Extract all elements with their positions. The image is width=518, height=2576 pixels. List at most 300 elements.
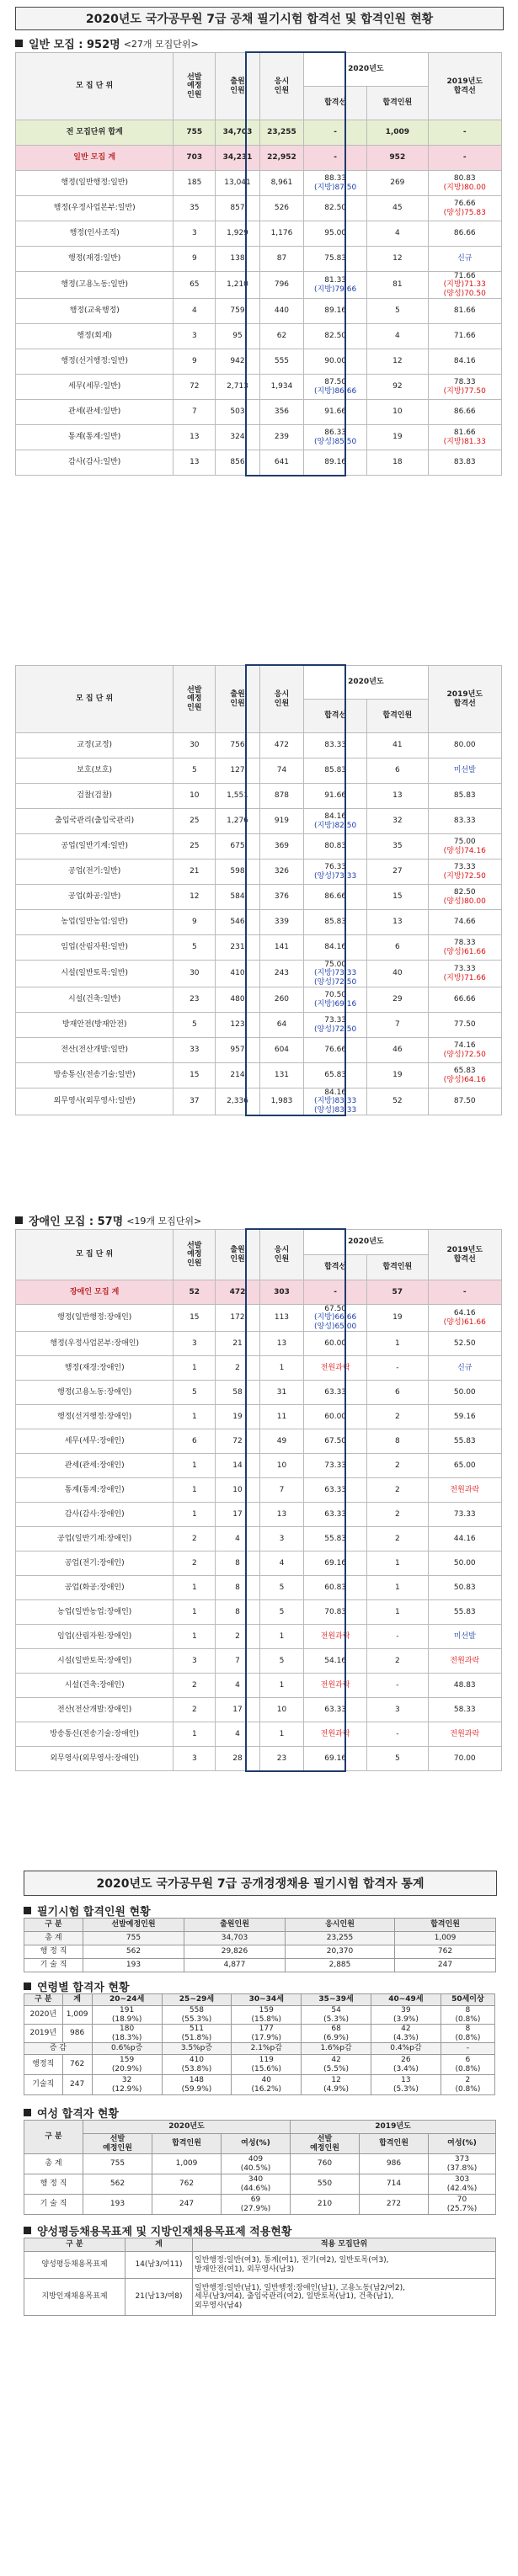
prev-sub-value: (양성)61.66 xyxy=(443,1317,486,1327)
prev-cell xyxy=(428,1381,501,1405)
unit-name: 공업(전기:일반) xyxy=(16,860,174,885)
cutoff-cell xyxy=(304,1381,367,1405)
cell: 550 xyxy=(291,2174,360,2195)
cutoff-value: 87.50 xyxy=(324,378,347,387)
prev-sub-value: (지방)72.50 xyxy=(443,871,486,881)
tested-value: 1 xyxy=(259,1356,303,1381)
cutoff-sub-value: (지방)82.50 xyxy=(314,821,357,830)
cutoff-cell xyxy=(304,272,367,299)
header-tested: 응시 인원 xyxy=(259,53,303,120)
cell: 12 (4.9%) xyxy=(302,2075,371,2095)
planned-value: 2 xyxy=(174,1527,216,1551)
passed-value: 81 xyxy=(367,272,428,299)
prev-value: 86.66 xyxy=(453,407,476,417)
planned-value: 1 xyxy=(174,1405,216,1429)
unit-name: 행정(우정사업본부:일반) xyxy=(16,196,174,221)
cell: 247 xyxy=(395,1959,496,1972)
applied-value: 123 xyxy=(216,1013,259,1038)
planned-value: 72 xyxy=(174,375,216,400)
cutoff-value: 63.33 xyxy=(324,1705,347,1714)
cell: 39 (3.9%) xyxy=(371,2006,441,2025)
prev-sub-value: (지방)77.50 xyxy=(443,386,486,396)
planned-value: 13 xyxy=(174,450,216,476)
cell: 2020년 xyxy=(24,2006,63,2025)
cutoff-value: 86.66 xyxy=(324,892,347,902)
table-row xyxy=(16,1063,502,1088)
passed-value: 40 xyxy=(367,961,428,987)
table-row xyxy=(16,1625,502,1649)
cutoff-cell xyxy=(304,221,367,247)
prev-cell xyxy=(428,272,501,299)
tested-value: 5 xyxy=(259,1649,303,1674)
header-unit: 모 집 단 위 xyxy=(16,1230,174,1280)
tested-value: 8,961 xyxy=(259,171,303,196)
passed-value: 2 xyxy=(367,1478,428,1503)
unit-name: 행정(회계) xyxy=(16,324,174,349)
cell: 계 xyxy=(125,2238,193,2252)
cell: 여성(%) xyxy=(429,2134,496,2154)
passed-value: 6 xyxy=(367,1381,428,1405)
unit-name: 검찰(검찰) xyxy=(16,784,174,809)
cutoff-value: 60.00 xyxy=(324,1339,347,1348)
cutoff-cell xyxy=(304,425,367,450)
cutoff-cell xyxy=(304,1429,367,1454)
cutoff-value: 81.33 xyxy=(324,276,347,285)
cutoff-cell xyxy=(304,171,367,196)
stats-title: 2020년도 국가공무원 7급 공개경쟁채용 필기시험 합격자 통계 xyxy=(24,1871,497,1896)
cutoff-value: 83.33 xyxy=(324,741,347,750)
unit-name: 방재안전(방재안전) xyxy=(16,1013,174,1038)
prev-cell xyxy=(428,375,501,400)
prev-sub-value: (양성)75.83 xyxy=(443,208,486,217)
cutoff-sub-value: (양성)65.00 xyxy=(314,1322,357,1331)
tested-value: 878 xyxy=(259,784,303,809)
prev-cell xyxy=(428,1088,501,1115)
cutoff-cell xyxy=(304,1088,367,1115)
unit-name: 시설(건축:일반) xyxy=(16,987,174,1013)
unit-name: 농업(일반농업:장애인) xyxy=(16,1600,174,1625)
header-applied: 출원 인원 xyxy=(216,53,259,120)
table-row xyxy=(16,935,502,961)
passed-value: 12 xyxy=(367,349,428,375)
table-row xyxy=(16,961,502,987)
header-2019: 2019년도 합격선 xyxy=(428,666,501,733)
header-planned: 선발 예정 인원 xyxy=(174,666,216,733)
prev-value: 84.16 xyxy=(453,357,476,366)
s2-heading xyxy=(24,1978,130,1994)
applied-value: 172 xyxy=(216,1305,259,1332)
tested-value: 113 xyxy=(259,1305,303,1332)
passed-value: 2 xyxy=(367,1503,428,1527)
applied-value: 675 xyxy=(216,834,259,860)
cutoff-cell xyxy=(304,809,367,834)
planned-value: 65 xyxy=(174,272,216,299)
prev-value: 66.66 xyxy=(453,995,476,1004)
unit-name: 공업(전기:장애인) xyxy=(16,1551,174,1576)
planned-value: 15 xyxy=(174,1305,216,1332)
unit-name: 공업(일반기계:장애인) xyxy=(16,1527,174,1551)
planned-value: 9 xyxy=(174,247,216,272)
prev-value: 50.00 xyxy=(453,1558,476,1567)
tested-value: 369 xyxy=(259,834,303,860)
planned-value: 10 xyxy=(174,784,216,809)
prev-value: 58.33 xyxy=(453,1705,476,1714)
prev-value: 미선발 xyxy=(453,1631,476,1641)
passed-value: 952 xyxy=(367,146,428,171)
prev-value: 71.66 xyxy=(453,272,476,280)
tested-value: 141 xyxy=(259,935,303,961)
cutoff-cell xyxy=(304,196,367,221)
table-row xyxy=(16,1305,502,1332)
planned-value: 5 xyxy=(174,1013,216,1038)
header-2019: 2019년도 합격선 xyxy=(428,53,501,120)
cutoff-cell xyxy=(304,885,367,910)
header-2020: 2020년도 xyxy=(304,666,428,700)
unit-name: 전산(전산개발:일반) xyxy=(16,1038,174,1063)
cutoff-cell xyxy=(304,1698,367,1722)
applied-value: 480 xyxy=(216,987,259,1013)
applied-value: 21 xyxy=(216,1332,259,1356)
cell: 755 xyxy=(83,2154,152,2174)
unit-name: 외무영사(외무영사:일반) xyxy=(16,1088,174,1115)
prev-cell xyxy=(428,1478,501,1503)
table-row xyxy=(16,171,502,196)
cell: 1,009 xyxy=(62,2006,92,2025)
tested-value: 13 xyxy=(259,1503,303,1527)
unit-name: 시설(건축:장애인) xyxy=(16,1674,174,1698)
tested-value: 49 xyxy=(259,1429,303,1454)
cutoff-value: 90.00 xyxy=(324,357,347,366)
prev-cell xyxy=(428,1429,501,1454)
tested-value: 23 xyxy=(259,1747,303,1771)
cutoff-value: 91.66 xyxy=(324,407,347,417)
applied-value: 957 xyxy=(216,1038,259,1063)
s4-heading-text: 양성평등채용목표제 및 지방인재채용목표제 적용현황 xyxy=(37,2226,292,2238)
applied-value: 7 xyxy=(216,1649,259,1674)
passed-value: 32 xyxy=(367,809,428,834)
passed-value: 29 xyxy=(367,987,428,1013)
tested-value: 641 xyxy=(259,450,303,476)
cell: 32 (12.9%) xyxy=(92,2075,162,2095)
s2-table-by-group xyxy=(24,2054,495,2095)
cell: 기 술 직 xyxy=(24,1959,83,1972)
passed-value: 45 xyxy=(367,196,428,221)
applied-value: 942 xyxy=(216,349,259,375)
planned-value: 185 xyxy=(174,171,216,196)
prev-value: 52.50 xyxy=(453,1339,476,1348)
unit-name: 전 모집단위 합계 xyxy=(16,120,174,146)
passed-value: 12 xyxy=(367,247,428,272)
table-row xyxy=(16,1600,502,1625)
cutoff-value: 63.33 xyxy=(324,1509,347,1519)
prev-value: 전원과락 xyxy=(450,1656,480,1665)
applied-value: 410 xyxy=(216,961,259,987)
cell: 119 (15.6%) xyxy=(232,2055,302,2075)
header-unit: 모 집 단 위 xyxy=(16,53,174,120)
unit-name: 공업(화공:일반) xyxy=(16,885,174,910)
cell: 373 (37.8%) xyxy=(429,2154,496,2174)
table-row xyxy=(24,2174,496,2195)
applied-value: 584 xyxy=(216,885,259,910)
applied-value: 1,929 xyxy=(216,221,259,247)
general-heading-text: 일반 모집 : 952명 xyxy=(29,39,120,51)
unit-name: 행정(재경:일반) xyxy=(16,247,174,272)
cutoff-sub-value: (지방)83.33 xyxy=(314,1097,357,1106)
header-passed: 합격인원 xyxy=(367,1255,428,1280)
cutoff-cell xyxy=(304,375,367,400)
cell: 0.4%p감 xyxy=(371,2043,441,2055)
cell: 410 (53.8%) xyxy=(162,2055,232,2075)
cell: 적용 모집단위 xyxy=(193,2238,496,2252)
planned-value: 13 xyxy=(174,425,216,450)
applied-value: 34,703 xyxy=(216,120,259,146)
prev-value: 50.00 xyxy=(453,1387,476,1397)
table-row xyxy=(16,1649,502,1674)
cutoff-value: 67.50 xyxy=(324,1305,347,1313)
passed-value: - xyxy=(367,1674,428,1698)
planned-value: 1 xyxy=(174,1454,216,1478)
cell: 총 계 xyxy=(24,1932,83,1945)
prev-value: 73.33 xyxy=(453,965,476,974)
table-row xyxy=(16,1332,502,1356)
passed-value: 2 xyxy=(367,1454,428,1478)
tested-value: 11 xyxy=(259,1405,303,1429)
cutoff-value: 67.50 xyxy=(324,1436,347,1445)
applied-value: 1,210 xyxy=(216,272,259,299)
applied-value: 2,713 xyxy=(216,375,259,400)
tested-value: 23,255 xyxy=(259,120,303,146)
applied-value: 17 xyxy=(216,1698,259,1722)
cutoff-cell xyxy=(304,1038,367,1063)
unit-name: 공업(화공:장애인) xyxy=(16,1576,174,1600)
passed-value: 19 xyxy=(367,425,428,450)
prev-value: 80.00 xyxy=(453,741,476,750)
table-row xyxy=(16,400,502,425)
tested-value: 5 xyxy=(259,1576,303,1600)
cutoff-value: 60.83 xyxy=(324,1583,347,1592)
unit-name: 행정(고용노동:장애인) xyxy=(16,1381,174,1405)
cutoff-value: 80.83 xyxy=(324,842,347,851)
tested-value: 440 xyxy=(259,299,303,324)
unit-name: 공업(일반기계:일반) xyxy=(16,834,174,860)
cell: 1.6%p감 xyxy=(302,2043,371,2055)
cell: 986 xyxy=(62,2025,92,2043)
cutoff-value: 전원과락 xyxy=(320,1631,350,1641)
cell: 247 xyxy=(152,2195,222,2215)
table-row xyxy=(16,1698,502,1722)
cutoff-cell xyxy=(304,120,367,146)
cell: 선발 예정인원 xyxy=(291,2134,360,2154)
passed-value: 6 xyxy=(367,935,428,961)
applied-value: 17 xyxy=(216,1503,259,1527)
applied-value: 2 xyxy=(216,1625,259,1649)
cutoff-cell xyxy=(304,1649,367,1674)
table-row xyxy=(16,272,502,299)
cutoff-cell xyxy=(304,1576,367,1600)
planned-value: 37 xyxy=(174,1088,216,1115)
cutoff-cell xyxy=(304,784,367,809)
cell: 42 (4.3%) xyxy=(371,2025,441,2043)
cell: 760 xyxy=(291,2154,360,2174)
prev-value: 77.50 xyxy=(453,1020,476,1030)
table-row xyxy=(24,2238,496,2252)
unit-name: 임업(산림자원:장애인) xyxy=(16,1625,174,1649)
planned-value: 23 xyxy=(174,987,216,1013)
cutoff-value: 69.16 xyxy=(324,1754,347,1763)
unit-name: 세무(세무:일반) xyxy=(16,375,174,400)
general-unit: <27개 모집단위> xyxy=(123,38,199,50)
tested-value: 7 xyxy=(259,1478,303,1503)
header-passed: 합격인원 xyxy=(367,87,428,120)
prev-cell xyxy=(428,860,501,885)
prev-value: 78.33 xyxy=(453,939,476,948)
passed-value: 2 xyxy=(367,1649,428,1674)
table-row xyxy=(16,1429,502,1454)
prev-value: 83.33 xyxy=(453,817,476,826)
prev-value: 55.83 xyxy=(453,1607,476,1616)
table-row xyxy=(16,247,502,272)
prev-value: - xyxy=(462,128,467,137)
passed-value: 2 xyxy=(367,1405,428,1429)
planned-value: 25 xyxy=(174,834,216,860)
prev-cell xyxy=(428,1280,501,1305)
cell: 558 (55.3%) xyxy=(162,2006,232,2025)
unit-name: 통계(통계:일반) xyxy=(16,425,174,450)
cell: 34,703 xyxy=(184,1932,286,1945)
cell: 구 분 xyxy=(24,2238,125,2252)
prev-cell xyxy=(428,1356,501,1381)
cutoff-cell xyxy=(304,349,367,375)
table-row xyxy=(16,1576,502,1600)
prev-sub-value: (양성)72.50 xyxy=(443,1050,486,1059)
table-row xyxy=(16,809,502,834)
cell: 여성(%) xyxy=(222,2134,291,2154)
s3-heading xyxy=(24,2105,119,2121)
tested-value: 1,934 xyxy=(259,375,303,400)
tested-value: 303 xyxy=(259,1280,303,1305)
cell: 21(남13/여8) xyxy=(125,2279,193,2316)
cutoff-cell xyxy=(304,860,367,885)
cell: 8 (0.8%) xyxy=(441,2025,494,2043)
prev-value: 70.00 xyxy=(453,1754,476,1763)
prev-value: 44.16 xyxy=(453,1534,476,1543)
cell: 409 (40.5%) xyxy=(222,2154,291,2174)
table-row xyxy=(16,1551,502,1576)
tested-value: 13 xyxy=(259,1332,303,1356)
cell: 선발예정인원 xyxy=(83,1919,184,1932)
cutoff-cell xyxy=(304,1332,367,1356)
header-2020: 2020년도 xyxy=(304,53,428,87)
cell: 25~29세 xyxy=(162,1994,232,2006)
cutoff-cell xyxy=(304,1356,367,1381)
table-row xyxy=(16,349,502,375)
cell: 159 (20.9%) xyxy=(92,2055,162,2075)
applied-value: 34,231 xyxy=(216,146,259,171)
prev-cell xyxy=(428,987,501,1013)
header-planned: 선발 예정 인원 xyxy=(174,53,216,120)
s3-table xyxy=(24,2120,496,2215)
table-row xyxy=(24,1994,495,2006)
table-row xyxy=(16,885,502,910)
applied-value: 14 xyxy=(216,1454,259,1478)
cell: 1,009 xyxy=(152,2154,222,2174)
disabled-table xyxy=(15,1229,502,1771)
header-cutoff: 합격선 xyxy=(304,700,367,733)
cell: 양성평등채용목표제 xyxy=(24,2252,125,2279)
planned-value: 1 xyxy=(174,1722,216,1747)
prev-sub-value: (양성)64.16 xyxy=(443,1075,486,1084)
table-row xyxy=(24,2195,496,2215)
cutoff-sub-value: (지방)79.66 xyxy=(314,285,357,294)
cutoff-value: 95.00 xyxy=(324,229,347,238)
tested-value: 131 xyxy=(259,1063,303,1088)
applied-value: 756 xyxy=(216,733,259,758)
applied-value: 2,336 xyxy=(216,1088,259,1115)
cutoff-cell xyxy=(304,1527,367,1551)
header-applied: 출원 인원 xyxy=(216,666,259,733)
unit-name: 행정(우정사업본부:장애인) xyxy=(16,1332,174,1356)
prev-cell xyxy=(428,146,501,171)
planned-value: 2 xyxy=(174,1551,216,1576)
prev-cell xyxy=(428,1576,501,1600)
cell: 210 xyxy=(291,2195,360,2215)
applied-value: 95 xyxy=(216,324,259,349)
cutoff-value: 88.33 xyxy=(324,174,347,184)
header-2020: 2020년도 xyxy=(304,1230,428,1255)
cutoff-cell xyxy=(304,1280,367,1305)
table-row xyxy=(16,784,502,809)
applied-value: 1,276 xyxy=(216,809,259,834)
planned-value: 5 xyxy=(174,758,216,784)
applied-value: 8 xyxy=(216,1551,259,1576)
applied-value: 214 xyxy=(216,1063,259,1088)
cutoff-value: 82.50 xyxy=(324,204,347,213)
cutoff-cell xyxy=(304,1503,367,1527)
cutoff-cell xyxy=(304,299,367,324)
cell: 합격인원 xyxy=(395,1919,496,1932)
cell: 177 (17.9%) xyxy=(232,2025,302,2043)
tested-value: 10 xyxy=(259,1454,303,1478)
unit-name: 교정(교정) xyxy=(16,733,174,758)
table-row xyxy=(16,860,502,885)
applied-value: 58 xyxy=(216,1381,259,1405)
cutoff-value: 60.00 xyxy=(324,1412,347,1421)
cell: 2.1%p감 xyxy=(232,2043,302,2055)
passed-value: 15 xyxy=(367,885,428,910)
cell: 증 감 xyxy=(24,2043,93,2055)
cutoff-value: 84.16 xyxy=(324,812,347,822)
table-row xyxy=(24,2043,495,2055)
bullet-square-icon xyxy=(24,1983,31,1990)
cutoff-cell xyxy=(304,247,367,272)
tested-value: 5 xyxy=(259,1600,303,1625)
prev-cell xyxy=(428,349,501,375)
header-2019: 2019년도 합격선 xyxy=(428,1230,501,1280)
unit-name: 보호(보호) xyxy=(16,758,174,784)
cutoff-cell xyxy=(304,1600,367,1625)
cutoff-value: 70.83 xyxy=(324,1607,347,1616)
cutoff-value: 55.83 xyxy=(324,1534,347,1543)
planned-value: 12 xyxy=(174,885,216,910)
planned-value: 9 xyxy=(174,910,216,935)
unit-name: 행정(일반행정:장애인) xyxy=(16,1305,174,1332)
unit-name: 행정(일반행정:일반) xyxy=(16,171,174,196)
passed-value: 35 xyxy=(367,834,428,860)
passed-value: 2 xyxy=(367,1527,428,1551)
passed-value: 19 xyxy=(367,1063,428,1088)
cutoff-cell xyxy=(304,1013,367,1038)
table-row xyxy=(16,1674,502,1698)
